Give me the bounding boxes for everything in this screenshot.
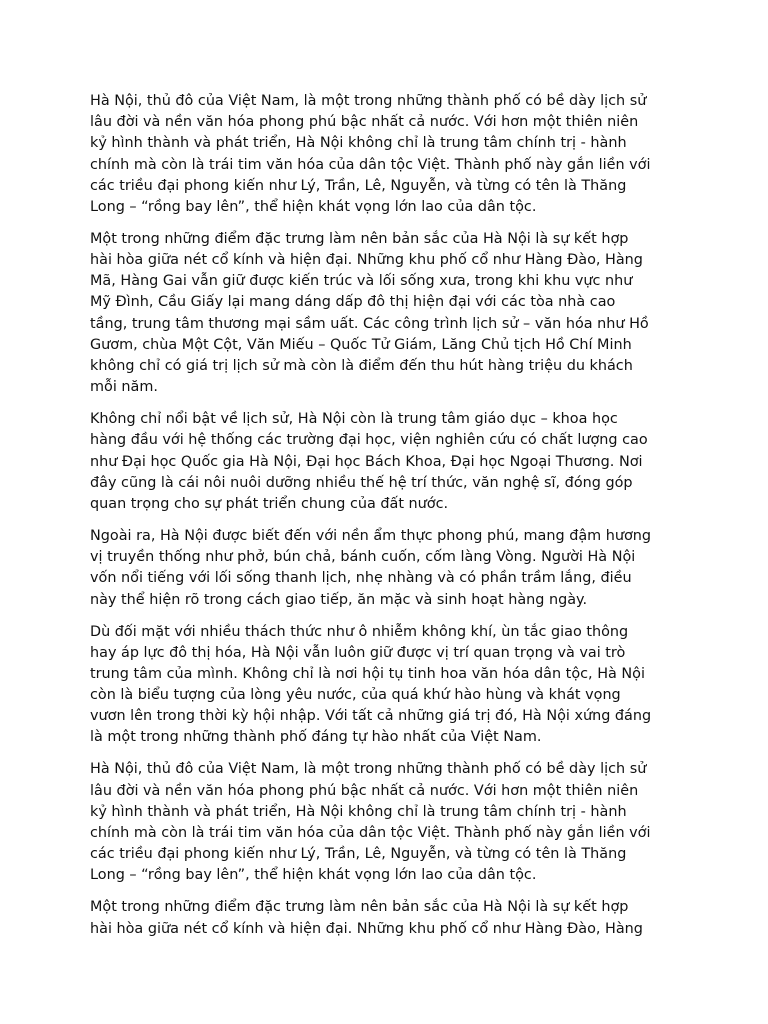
paragraph-line: kỷ hình thành và phát triển, Hà Nội không chỉ là trung tâm chính trị - hành (90, 135, 627, 152)
paragraph-line: lâu đời và nền văn hóa phong phú bậc nhất cả nước. Với hơn một thiên niên (90, 114, 639, 131)
paragraph-line: như Đại học Quốc gia Hà Nội, Đại học Bách Khoa, Đại học Ngoại Thương. Nơi (90, 453, 643, 470)
paragraph-line: Mỹ Đình, Cầu Giấy lại mang dáng dấp đô thị hiện đại với các tòa nhà cao (90, 294, 616, 311)
paragraph-line: mỗi năm. (90, 379, 158, 396)
paragraph-line: không chỉ có giá trị lịch sử mà còn là điểm đến thu hút hàng triệu du khách (90, 358, 633, 375)
paragraph-line: vươn lên trong thời kỳ hội nhập. Với tất cả những giá trị đó, Hà Nội xứng đáng (90, 708, 652, 725)
paragraph-line: hàng đầu với hệ thống các trường đại học, viện nghiên cứu có chất lượng cao (90, 432, 648, 449)
paragraph-line: chính mà còn là trái tim văn hóa của dân tộc Việt. Thành phố này gắn liền với (90, 824, 651, 841)
paragraph-line: Một trong những điểm đặc trưng làm nên bản sắc của Hà Nội là sự kết hợp (90, 899, 629, 916)
paragraph-line: vị truyền thống như phở, bún chả, bánh cuốn, cốm làng Vòng. Người Hà Nội (90, 549, 636, 566)
paragraph-line: Ngoài ra, Hà Nội được biết đến với nền ẩm thực phong phú, mang đậm hương (90, 527, 652, 544)
paragraph-line: Một trong những điểm đặc trưng làm nên bản sắc của Hà Nội là sự kết hợp (90, 230, 629, 247)
paragraph-2 (90, 229, 690, 399)
document-page (90, 91, 690, 951)
paragraph-line: hài hòa giữa nét cổ kính và hiện đại. Những khu phố cổ như Hàng Đào, Hàng (90, 920, 643, 937)
paragraph-5 (90, 622, 690, 749)
paragraph-line: Gươm, chùa Một Cột, Văn Miếu – Quốc Tử Giám, Lăng Chủ tịch Hồ Chí Minh (90, 336, 632, 353)
paragraph-line: Hà Nội, thủ đô của Việt Nam, là một trong những thành phố có bề dày lịch sử (90, 761, 647, 778)
paragraph-line: Mã, Hàng Gai vẫn giữ được kiến trúc và lối sống xưa, trong khi khu vực như (90, 273, 633, 290)
paragraph-6 (90, 759, 690, 886)
paragraph-line: các triều đại phong kiến như Lý, Trần, Lê, Nguyễn, và từng có tên là Thăng (90, 177, 627, 194)
paragraph-line: tầng, trung tâm thương mại sầm uất. Các công trình lịch sử – văn hóa như Hồ (90, 315, 649, 332)
paragraph-4 (90, 526, 690, 611)
paragraph-line: hài hòa giữa nét cổ kính và hiện đại. Những khu phố cổ như Hàng Đào, Hàng (90, 252, 643, 269)
paragraph-line: hay áp lực đô thị hóa, Hà Nội vẫn luôn giữ được vị trí quan trọng và vai trò (90, 644, 626, 661)
paragraph-line: các triều đại phong kiến như Lý, Trần, Lê, Nguyễn, và từng có tên là Thăng (90, 846, 627, 863)
paragraph-line: là một trong những thành phố đáng tự hào nhất của Việt Nam. (90, 729, 542, 746)
paragraph-line: Hà Nội, thủ đô của Việt Nam, là một trong những thành phố có bề dày lịch sử (90, 93, 647, 109)
paragraph-line: đây cũng là cái nôi nuôi dưỡng nhiều thế hệ trí thức, văn nghệ sĩ, đóng góp (90, 474, 633, 491)
paragraph-line: Dù đối mặt với nhiều thách thức như ô nhiễm không khí, ùn tắc giao thông (90, 623, 629, 640)
paragraph-line: trung tâm của mình. Không chỉ là nơi hội tụ tinh hoa văn hóa dân tộc, Hà Nội (90, 665, 645, 682)
paragraph-line: còn là biểu tượng của lòng yêu nước, của quá khứ hào hùng và khát vọng (90, 687, 621, 704)
paragraph-line: chính mà còn là trái tim văn hóa của dân tộc Việt. Thành phố này gắn liền với (90, 156, 651, 173)
paragraph-line: quan trọng cho sự phát triển chung của đất nước. (90, 495, 449, 512)
paragraph-line: Không chỉ nổi bật về lịch sử, Hà Nội còn là trung tâm giáo dục – khoa học (90, 411, 618, 428)
paragraph-line: kỷ hình thành và phát triển, Hà Nội không chỉ là trung tâm chính trị - hành (90, 803, 627, 820)
paragraph-3 (90, 409, 690, 515)
paragraph-line: Long – “rồng bay lên”, thể hiện khát vọng lớn lao của dân tộc. (90, 198, 537, 215)
paragraph-line: Long – “rồng bay lên”, thể hiện khát vọng lớn lao của dân tộc. (90, 867, 537, 884)
paragraph-line: lâu đời và nền văn hóa phong phú bậc nhất cả nước. Với hơn một thiên niên (90, 782, 639, 799)
paragraph-line: này thể hiện rõ trong cách giao tiếp, ăn mặc và sinh hoạt hàng ngày. (90, 591, 588, 608)
paragraph-line: vốn nổi tiếng với lối sống thanh lịch, nhẹ nhàng và có phần trầm lắng, điều (90, 570, 632, 587)
paragraph-1 (90, 91, 690, 218)
paragraph-7 (90, 897, 690, 939)
